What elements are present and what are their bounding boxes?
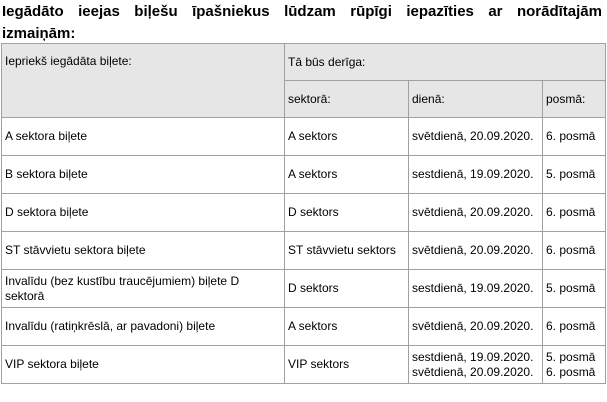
- round-line-1: 5. posmā: [546, 349, 596, 364]
- ticket-cell: ST stāvvietu sektora biļete: [2, 232, 285, 270]
- header-round: posmā:: [543, 81, 606, 118]
- round-cell: [543, 346, 606, 384]
- sector-cell: A sektors: [285, 118, 409, 156]
- table-row: [2, 308, 606, 346]
- round-cell: 5. posmā: [543, 270, 606, 308]
- round-cell: 6. posmā: [543, 308, 606, 346]
- round-cell: 6. posmā: [543, 194, 606, 232]
- sector-cell: A sektors: [285, 156, 409, 194]
- table-row: [2, 118, 606, 156]
- ticket-cell: VIP sektora biļete: [2, 346, 285, 384]
- header-sector: sektorā:: [285, 81, 409, 118]
- ticket-cell: B sektora biļete: [2, 156, 285, 194]
- ticket-cell: A sektora biļete: [2, 118, 285, 156]
- day-line-1: sestdienā, 19.09.2020.: [412, 349, 534, 364]
- table-row: [2, 194, 606, 232]
- header-valid: Tā būs derīga:: [285, 44, 606, 81]
- sector-cell: ST stāvvietu sektors: [285, 232, 409, 270]
- day-cell: sestdienā, 19.09.2020.: [409, 270, 543, 308]
- sector-cell: A sektors: [285, 308, 409, 346]
- table-row: [2, 270, 606, 308]
- day-cell: svētdienā, 20.09.2020.: [409, 308, 543, 346]
- round-cell: 6. posmā: [543, 232, 606, 270]
- table-row: [2, 232, 606, 270]
- ticket-cell: D sektora biļete: [2, 194, 285, 232]
- table-row: [2, 346, 606, 384]
- sector-cell: VIP sektors: [285, 346, 409, 384]
- ticket-cell: Invalīdu (ratiņkrēslā, ar pavadoni) biļete: [2, 308, 285, 346]
- table-row: [2, 156, 606, 194]
- round-cell: 5. posmā: [543, 156, 606, 194]
- round-cell: 6. posmā: [543, 118, 606, 156]
- sector-cell: D sektors: [285, 194, 409, 232]
- ticket-changes-table: [1, 43, 606, 384]
- day-cell: sestdienā, 19.09.2020.: [409, 156, 543, 194]
- table-header-row: [2, 44, 606, 81]
- day-cell: svētdienā, 20.09.2020.: [409, 232, 543, 270]
- day-cell: svētdienā, 20.09.2020.: [409, 194, 543, 232]
- day-cell: [409, 346, 543, 384]
- ticket-cell: Invalīdu (bez kustību traucējumiem) biļete D sektorā: [2, 270, 285, 308]
- day-cell: svētdienā, 20.09.2020.: [409, 118, 543, 156]
- header-previous-ticket: Iepriekš iegādāta biļete:: [2, 44, 285, 118]
- sector-cell: D sektors: [285, 270, 409, 308]
- round-line-2: 6. posmā: [546, 364, 596, 379]
- header-day: dienā:: [409, 81, 543, 118]
- day-line-2: svētdienā, 20.09.2020.: [412, 364, 534, 379]
- page-heading: Iegādāto ieejas biļešu īpašniekus lūdzam rūpīgi iepazīties ar norādītajām izmaiņām:: [2, 3, 602, 42]
